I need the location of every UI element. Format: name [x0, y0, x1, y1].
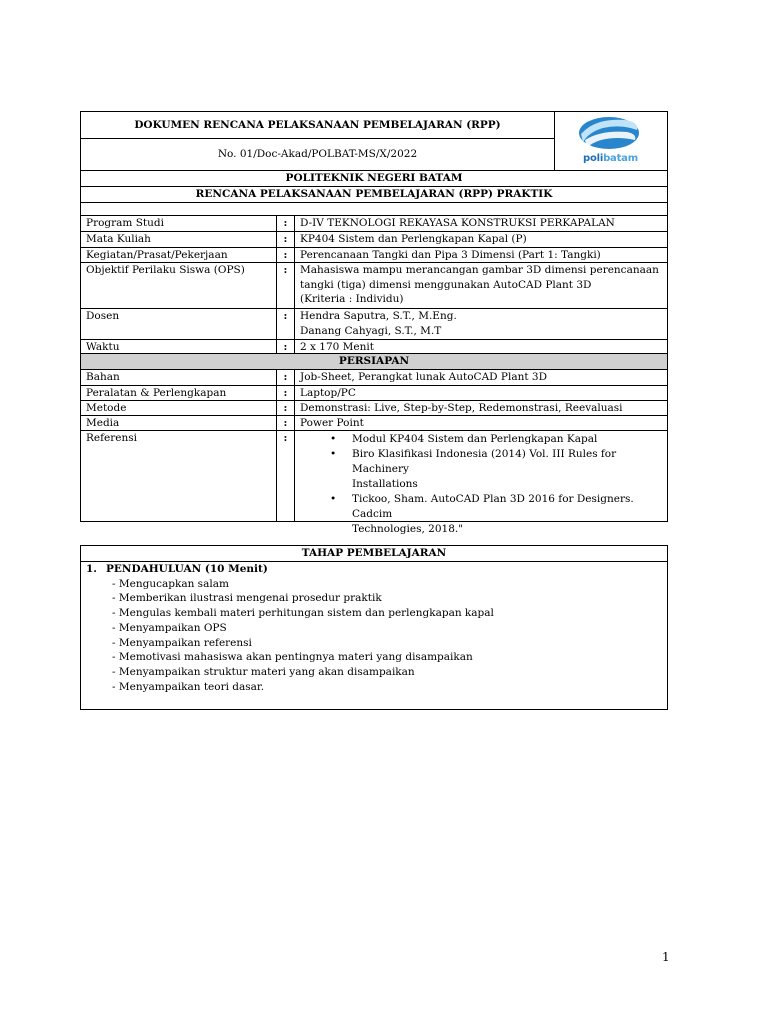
document-header: [80, 111, 668, 171]
document-title: DOKUMEN RENCANA PELAKSANAAN PEMBELAJARAN (RPP): [81, 112, 554, 139]
ops-line: tangki (tiga) dimensi menggunakan AutoCAD Plant 3D: [300, 278, 592, 291]
info-label: Mata Kuliah: [81, 232, 277, 247]
info-value: Perencanaan Tangki dan Pipa 3 Dimensi (Part 1: Tangki): [300, 249, 601, 261]
activity-item: - Mengulas kembali materi perhitungan sistem dan perlengkapan kapal: [112, 607, 494, 620]
reference-line: Technologies, 2018.": [352, 523, 464, 535]
info-value: [295, 309, 667, 339]
ops-line: Mahasiswa mampu merancangan gambar 3D dimensi perencanaan: [300, 264, 659, 276]
info-row-dosen: [81, 309, 667, 340]
activity-item: - Menyampaikan struktur materi yang akan disampaikan: [112, 666, 415, 679]
info-label: Objektif Perilaku Siswa (OPS): [81, 263, 277, 308]
tahap-body: [86, 562, 661, 695]
institution-name: POLITEKNIK NEGERI BATAM: [285, 172, 463, 184]
reference-line: • Modul KP404 Sistem dan Perlengkapan Kapal: [352, 433, 598, 445]
tahap-pembelajaran-table: [80, 545, 668, 710]
info-colon: :: [277, 263, 295, 308]
info-colon: :: [277, 309, 295, 339]
info-colon: :: [277, 431, 295, 521]
info-row-waktu: [81, 340, 667, 354]
info-label: Dosen: [81, 309, 277, 339]
persiapan-header: PERSIAPAN: [338, 355, 410, 367]
info-colon: :: [277, 216, 295, 231]
header-left: [81, 112, 555, 170]
info-colon: :: [277, 248, 295, 262]
info-value: [295, 263, 667, 308]
info-row-bahan: [81, 370, 667, 386]
info-row-program-studi: [81, 216, 667, 232]
info-value: Power Point: [300, 417, 364, 429]
info-colon: :: [277, 386, 295, 400]
reference-item: [352, 447, 667, 492]
activity-list: [86, 577, 661, 695]
info-colon: :: [277, 416, 295, 430]
activity-item: - Mengucapkan salam: [112, 577, 229, 590]
info-value: Job-Sheet, Perangkat lunak AutoCAD Plant 3D: [300, 371, 548, 383]
reference-line: • Tickoo, Sham. AutoCAD Plan 3D 2016 for Designers. Cadcim: [352, 493, 634, 520]
activity-item: - Menyampaikan teori dasar.: [112, 681, 265, 694]
tahap-title: TAHAP PEMBELAJARAN: [81, 546, 667, 562]
info-value: Laptop/PC: [300, 387, 356, 399]
reference-item: [352, 432, 667, 447]
info-row-metode: [81, 401, 667, 416]
reference-list: [300, 432, 667, 537]
logo-wordmark: [583, 153, 638, 164]
info-row-media: [81, 416, 667, 431]
info-colon: :: [277, 401, 295, 415]
info-row-referensi: [81, 431, 667, 535]
activity-item: - Memotivasi mahasiswa akan pentingnya materi yang disampaikan: [112, 651, 473, 664]
info-colon: :: [277, 340, 295, 353]
activity-item: - Memberikan ilustrasi mengenai prosedur praktik: [112, 592, 382, 605]
dosen-line: Hendra Saputra, S.T., M.Eng.: [300, 310, 457, 322]
info-label: Referensi: [81, 431, 277, 521]
info-label: Peralatan & Perlengkapan: [81, 386, 277, 400]
document-number: No. 01/Doc-Akad/POLBAT-MS/X/2022: [217, 148, 418, 160]
persiapan-header-row: [81, 354, 667, 370]
info-value: D-IV TEKNOLOGI REKAYASA KONSTRUKSI PERKAPALAN: [300, 217, 615, 229]
info-label: Kegiatan/Prasat/Pekerjaan: [81, 248, 277, 262]
info-label: Bahan: [81, 370, 277, 385]
info-row-mata-kuliah: [81, 232, 667, 248]
logo-wordmark-poli: poli: [583, 153, 604, 164]
info-row-kegiatan: [81, 248, 667, 263]
section-heading: [86, 562, 661, 577]
info-label: Media: [81, 416, 277, 430]
info-value: 2 x 170 Menit: [300, 341, 374, 353]
info-row-peralatan: [81, 386, 667, 401]
info-value: Demonstrasi: Live, Step-by-Step, Redemonstrasi, Reevaluasi: [300, 402, 623, 414]
reference-item: [352, 492, 667, 537]
rpp-info-table: [80, 170, 668, 535]
institution-row: [81, 171, 667, 187]
info-colon: :: [277, 232, 295, 247]
section-title: PENDAHULUAN (10 Menit): [106, 563, 268, 575]
info-value: KP404 Sistem dan Perlengkapan Kapal (P): [300, 233, 527, 245]
info-value: [295, 431, 667, 535]
polibatam-logo: [555, 112, 667, 170]
info-label: Program Studi: [81, 216, 277, 231]
ops-line: (Kriteria : Individu): [300, 293, 404, 305]
info-label: Waktu: [81, 340, 277, 353]
page-number: 1: [662, 950, 670, 964]
info-colon: :: [277, 370, 295, 385]
activity-item: - Menyampaikan OPS: [112, 621, 227, 634]
activity-item: - Menyampaikan referensi: [112, 636, 252, 649]
section-number: 1.: [86, 563, 97, 575]
reference-line: Installations: [352, 478, 418, 490]
subtitle-row: [81, 187, 667, 203]
rpp-subtitle: RENCANA PELAKSANAAN PEMBELAJARAN (RPP) PRAKTIK: [195, 188, 553, 200]
dosen-line: Danang Cahyagi, S.T., M.T: [300, 324, 442, 337]
logo-wordmark-batam: batam: [603, 153, 638, 164]
info-row-ops: [81, 263, 667, 309]
info-label: Metode: [81, 401, 277, 415]
reference-line: • Biro Klasifikasi Indonesia (2014) Vol. III Rules for Machinery: [352, 448, 617, 475]
spacer-row: [81, 203, 667, 216]
